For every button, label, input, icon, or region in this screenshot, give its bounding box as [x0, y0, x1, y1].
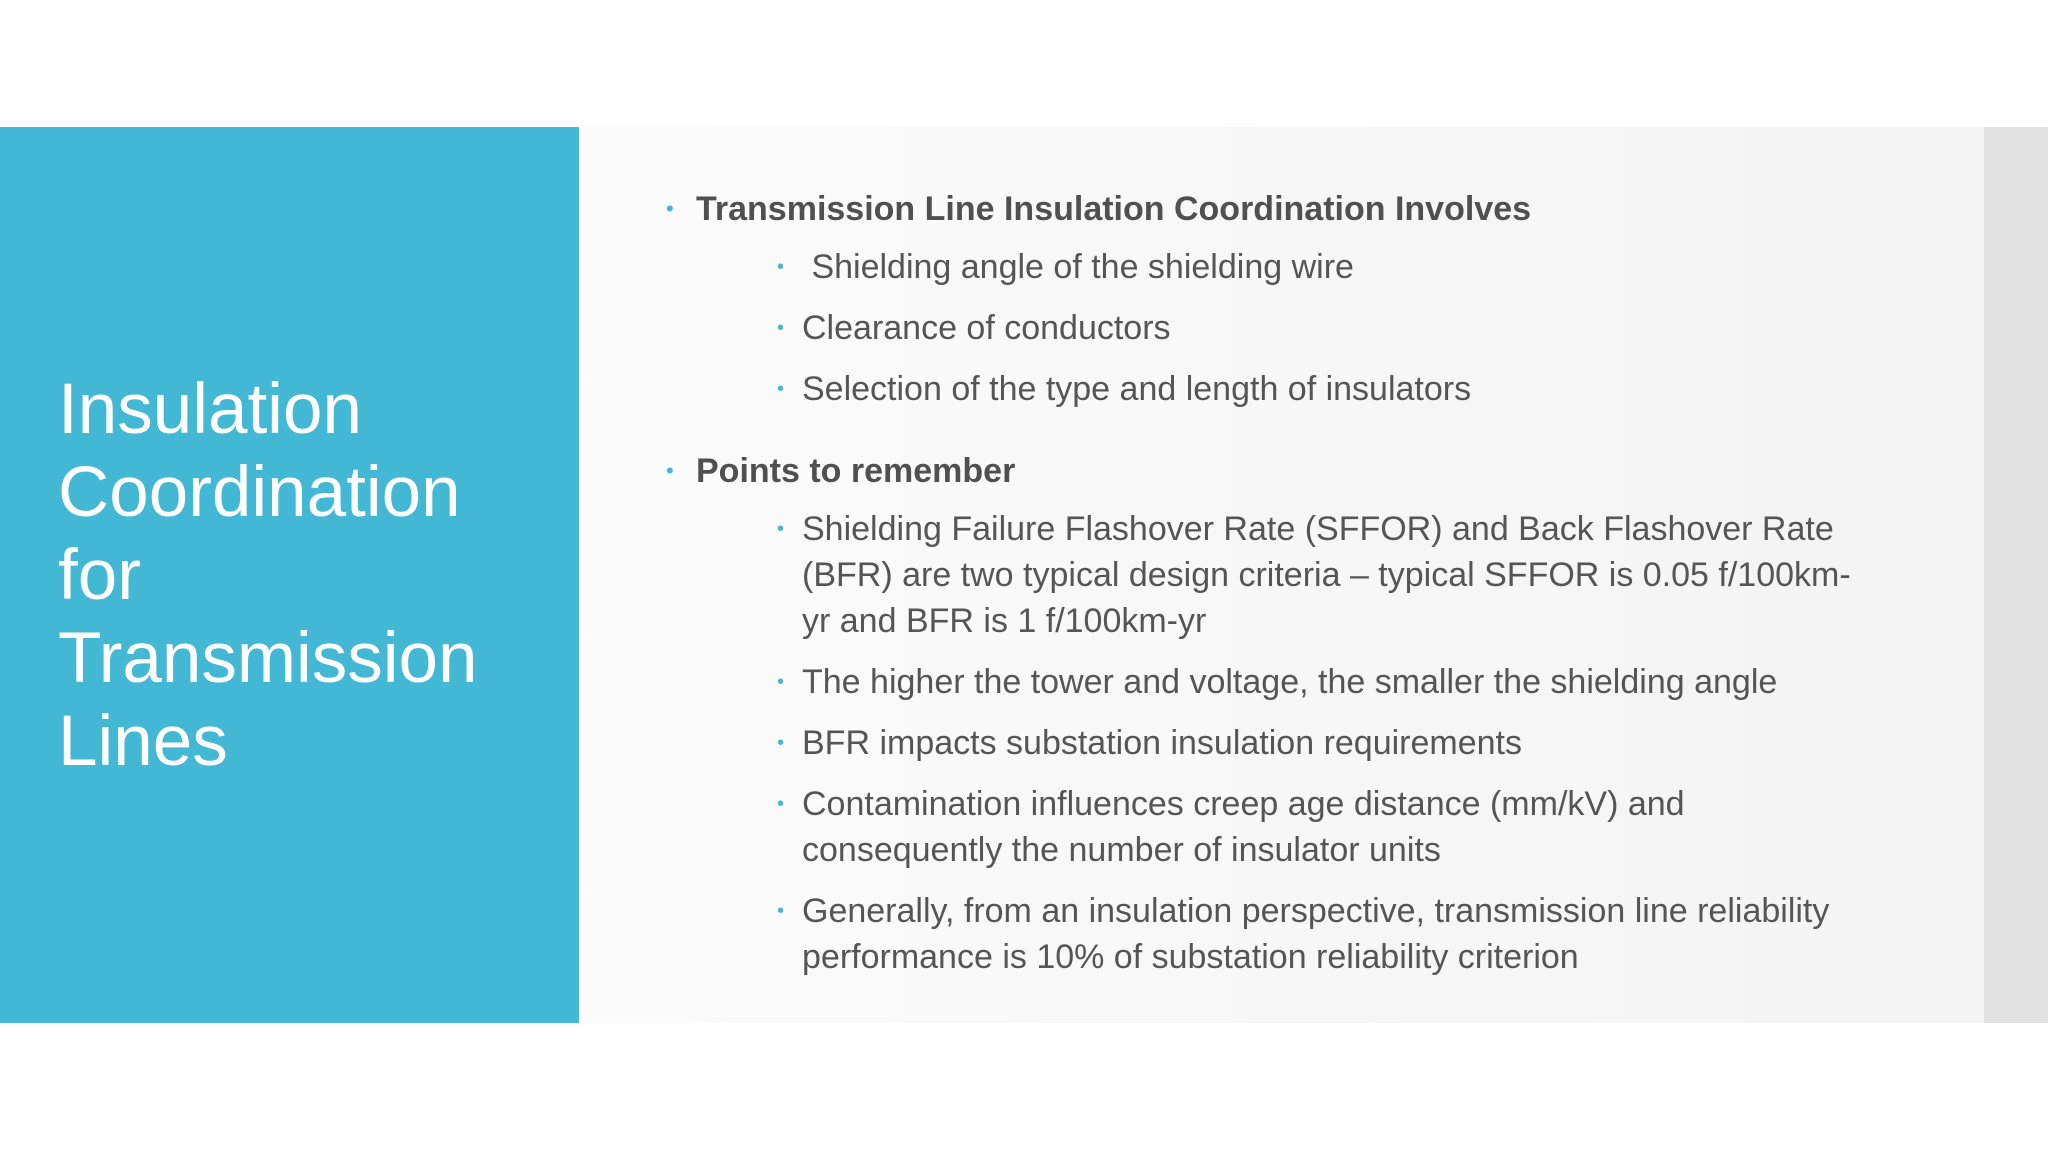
section-heading-text: Transmission Line Insulation Coordination Involves [696, 190, 1532, 228]
bullet-icon: • [777, 256, 785, 278]
sub-bullet-item [777, 659, 1860, 705]
section-heading [660, 448, 1860, 494]
sub-bullet-list [777, 244, 1860, 412]
sub-bullet-item [777, 720, 1860, 766]
bullet-icon: • [777, 732, 785, 754]
bullet-content [660, 186, 1860, 995]
right-edge-strip [1984, 127, 2048, 1023]
sub-bullet-item [777, 888, 1860, 980]
bullet-icon: • [777, 793, 785, 815]
sub-bullet-text: BFR impacts substation insulation requirements [802, 724, 1522, 762]
sub-bullet-item [777, 781, 1860, 873]
sub-bullet-item [777, 305, 1860, 351]
bullet-icon: • [777, 317, 785, 339]
sub-bullet-text: Selection of the type and length of insulators [802, 370, 1472, 408]
sub-bullet-text: Generally, from an insulation perspective, transmission line reliability performance is 10% of substation reliability criterion [802, 892, 1830, 976]
bullet-icon: • [666, 458, 674, 483]
bullet-icon: • [777, 671, 785, 693]
sub-bullet-text: Shielding angle of the shielding wire [802, 248, 1354, 286]
slide-title: Insulation Coordination for Transmission Lines [58, 370, 478, 781]
bullet-icon: • [777, 378, 785, 400]
sub-bullet-text: Contamination influences creep age distance (mm/kV) and consequently the number of insulator units [802, 785, 1685, 869]
sub-bullet-text: Shielding Failure Flashover Rate (SFFOR) and Back Flashover Rate (BFR) are two typical design criteria – typical SFFOR is 0.05 f/100km-yr and BFR is 1 f/100km-yr [802, 510, 1851, 640]
section-heading [660, 186, 1860, 232]
bullet-icon: • [666, 196, 674, 221]
sub-bullet-list [777, 506, 1860, 980]
bullet-icon: • [777, 900, 785, 922]
sub-bullet-item [777, 366, 1860, 412]
sub-bullet-text: Clearance of conductors [802, 309, 1171, 347]
sub-bullet-item [777, 244, 1860, 290]
sub-bullet-item [777, 506, 1860, 644]
bullet-icon: • [777, 518, 785, 540]
section-heading-text: Points to remember [696, 452, 1016, 490]
sub-bullet-text: The higher the tower and voltage, the smaller the shielding angle [802, 663, 1778, 701]
section-gap [660, 427, 1860, 448]
